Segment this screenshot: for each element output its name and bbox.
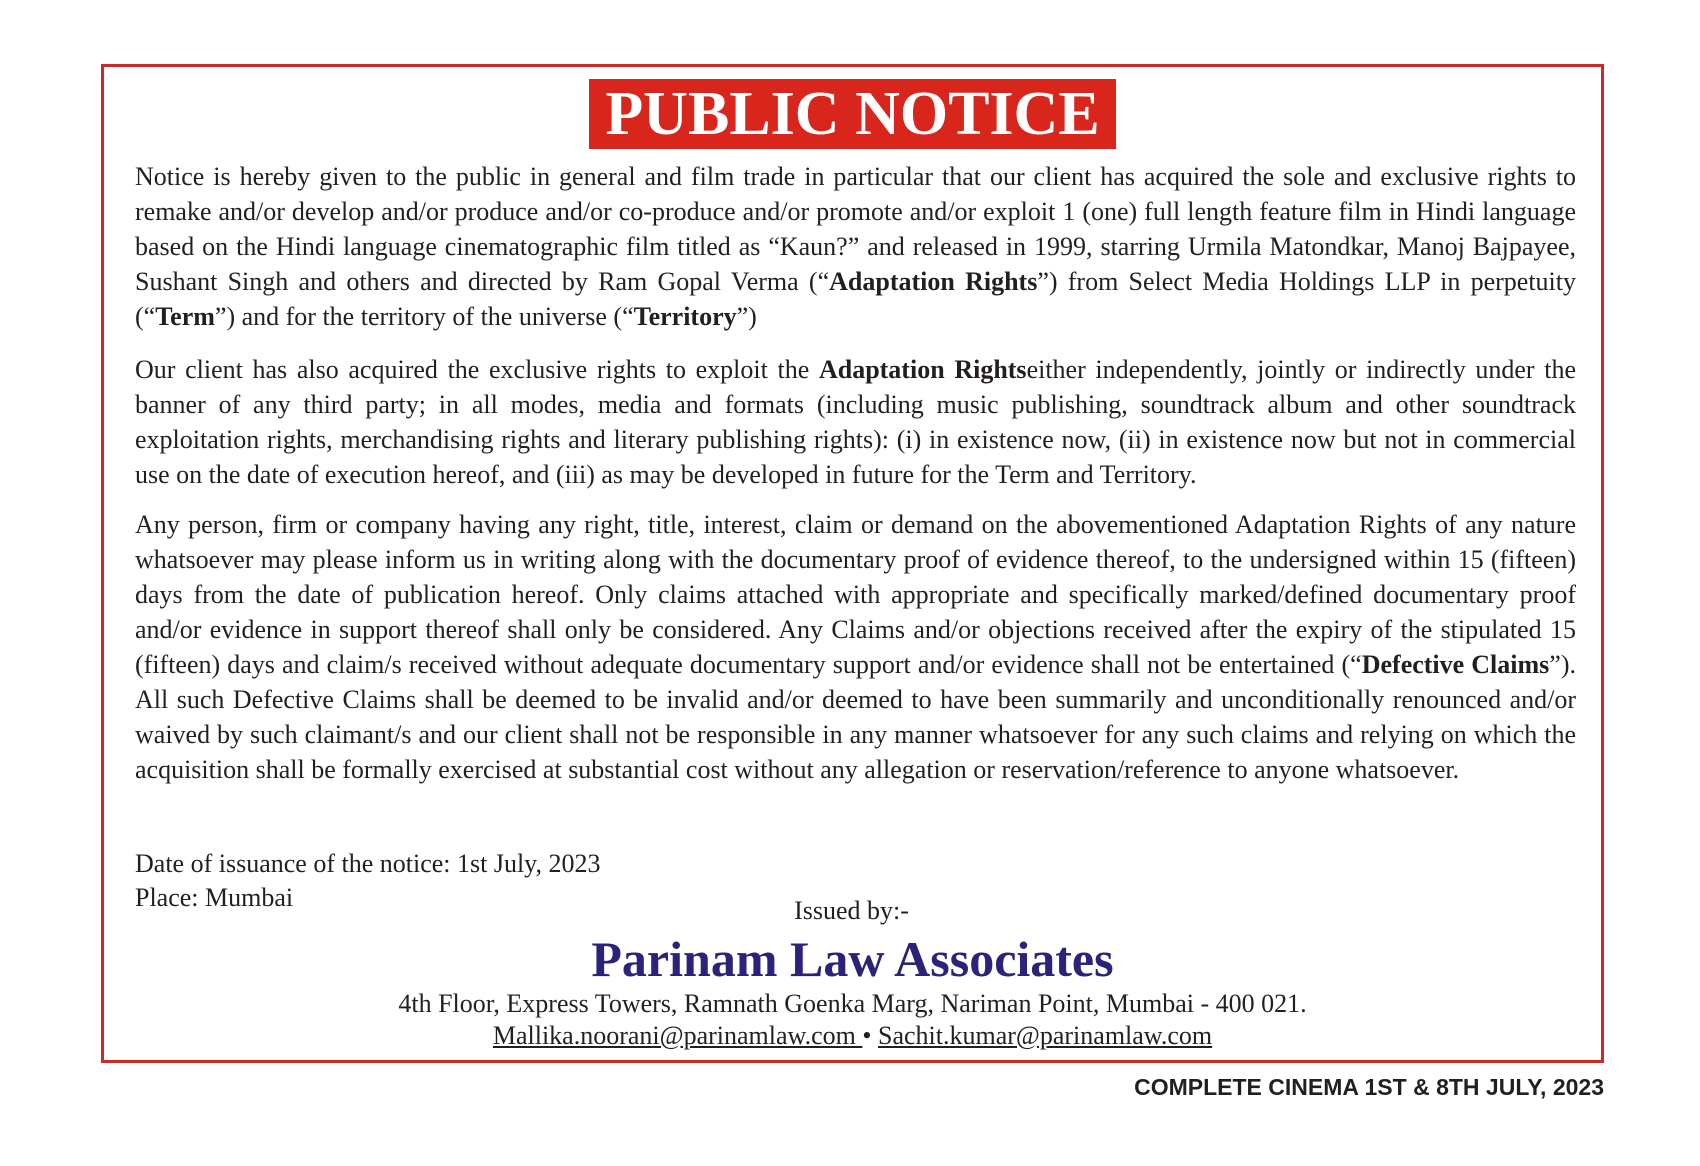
publication-footer: COMPLETE CINEMA 1ST & 8TH JULY, 2023: [1134, 1074, 1604, 1100]
para3-text-2: ”). All such Defective Claims shall be deemed to be invalid and/or deemed to have been summarily and unconditionally renounced and/or waived by such claimant/s and our client shall not be responsible in any manner whatsoever for any such claims and relying on which the acquisition shall be formally exercised at substantial cost without any allegation or reservation/reference to anyone whatsoever.: [135, 650, 1576, 784]
issuance-date: Date of issuance of the notice: 1st July, 2023: [135, 849, 601, 878]
notice-paragraph-2: [135, 352, 1576, 492]
para1-text-3: ”) and for the territory of the universe (“: [214, 302, 634, 331]
issued-by-label: Issued by:-: [794, 896, 909, 925]
email-link-mallika[interactable]: Mallika.noorani@parinamlaw.com: [492, 1021, 863, 1050]
para1-text-1: Notice is hereby given to the public in general and film trade in particular that our client has acquired the sole and exclusive rights to remake and/or develop and/or produce and/or co-produce and/or promote and/or exploit 1 (one) full length feature film in Hindi language based on the Hindi language cinematographic film titled as “Kaun?” and released in 1999, starring Urmila Matondkar, Manoj Bajpayee, Sushant Singh and others and directed by Ram Gopal Verma (“: [135, 162, 1576, 296]
issuance-place: Place: Mumbai: [135, 883, 294, 912]
para2-bold-adaptation-rights: Adaptation Rights: [818, 355, 1027, 384]
para1-bold-term: Term: [155, 302, 215, 331]
para2-text-1: Our client has also acquired the exclusive rights to exploit the: [135, 355, 819, 384]
title-wrap: [104, 79, 1601, 149]
firm-address: 4th Floor, Express Towers, Ramnath Goenka Marg, Nariman Point, Mumbai - 400 021.: [398, 989, 1307, 1018]
para3-text-1: Any person, firm or company having any right, title, interest, claim or demand on the abovementioned Adaptation Rights of any nature whatsoever may please inform us in writing along with the documentary proof of evidence thereof, to the undersigned within 15 (fifteen) days from the date of publication hereof. Only claims attached with appropriate and specifically marked/defined documentary proof and/or evidence in support thereof shall only be considered. Any Claims and/or objections received after the expiry of the stipulated 15 (fifteen) days and claim/s received without adequate documentary support and/or evidence shall not be entertained (“: [135, 510, 1576, 679]
contact-emails: [104, 1019, 1601, 1053]
para1-bold-territory: Territory: [633, 302, 737, 331]
email-separator: •: [862, 1021, 878, 1050]
notice-frame: [101, 64, 1604, 1063]
para1-text-4: ”): [736, 302, 757, 331]
notice-title: PUBLIC NOTICE: [589, 79, 1115, 149]
notice-paragraph-1: [135, 159, 1576, 334]
para1-text-2: ”) from Select Media Holdings LLP in perpetuity (“: [135, 267, 1576, 331]
para1-bold-adaptation-rights: Adaptation Rights: [829, 267, 1038, 296]
email-link-sachit[interactable]: Sachit.kumar@parinamlaw.com: [878, 1021, 1213, 1050]
notice-paragraph-3: [135, 507, 1576, 787]
para3-bold-defective-claims: Defective Claims: [1361, 650, 1550, 679]
para2-text-2: either independently, jointly or indirectly under the banner of any third party; in all modes, media and formats (including music publishing, soundtrack album and other soundtrack exploitation rights, merchandising rights and literary publishing rights): (i) in existence now, (ii) in existence now but not in commercial use on the date of execution hereof, and (iii) as may be developed in future for the Term and Territory.: [135, 355, 1577, 489]
firm-name: Parinam Law Associates: [591, 931, 1114, 987]
